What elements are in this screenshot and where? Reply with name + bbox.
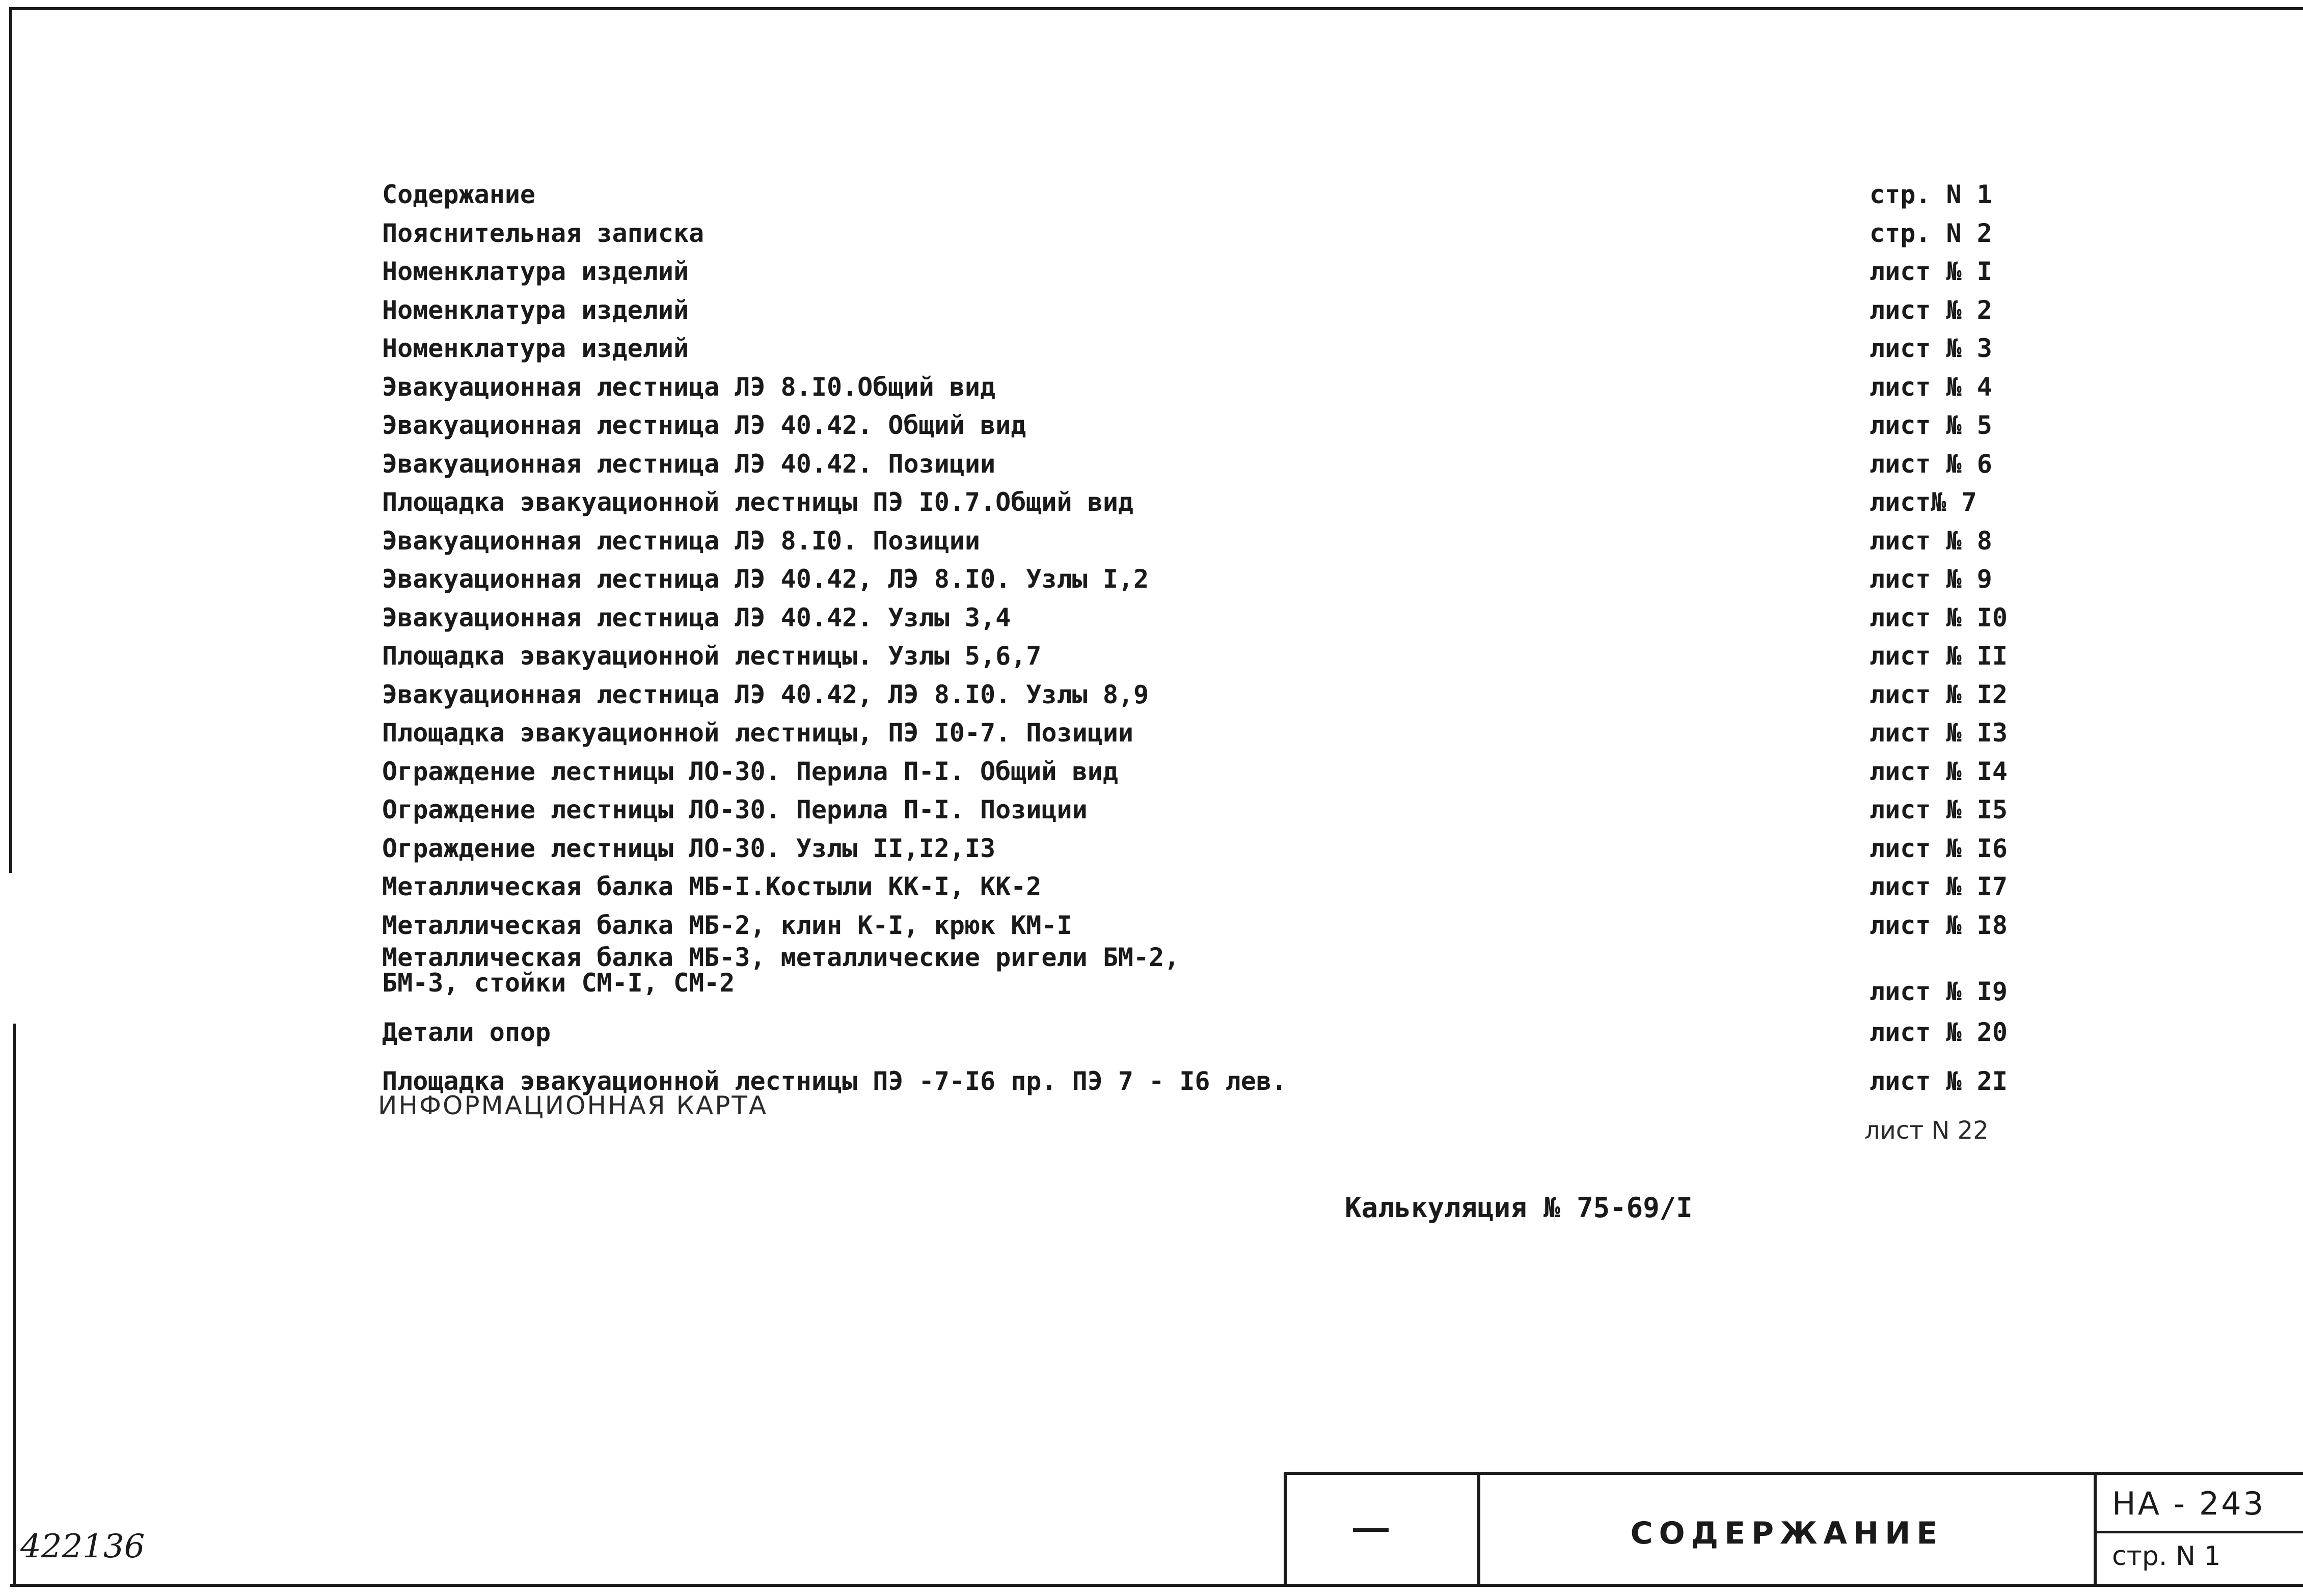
contents-row (382, 560, 2012, 598)
calculation-note: Калькуляция № 75-69/I (1345, 1192, 1693, 1224)
contents-row (382, 291, 2012, 329)
contents-row (382, 906, 2012, 945)
title-block (1284, 1472, 2303, 1587)
contents-item-ref: лист № I (1870, 257, 1992, 286)
contents-item-ref: лист № I4 (1870, 756, 2008, 786)
contents-item-title: Номенклатура изделий (382, 334, 689, 363)
contents-item-title: Пояснительная записка (382, 218, 705, 248)
contents-item-ref: лист № I8 (1870, 910, 2008, 940)
contents-item-ref: лист № 3 (1870, 334, 1992, 363)
contents-item-ref: стр. N 2 (1870, 218, 1992, 248)
contents-item-title: Эвакуационная лестница ЛЭ 40.42. Узлы 3,4 (382, 602, 1011, 632)
contents-item-ref: лист № I6 (1870, 833, 2008, 863)
contents-row (382, 253, 2012, 291)
title-block-cell-title (1480, 1475, 2097, 1587)
contents-item-title: Металлическая балка МБ-2, клин К-I, крюк КМ-I (382, 910, 1072, 940)
contents-row (382, 1013, 2012, 1052)
contents-row (382, 753, 2012, 791)
contents-item-title: Номенклатура изделий (382, 295, 689, 325)
contents-item-title: Эвакуационная лестница ЛЭ 8.I0. Позиции (382, 526, 980, 556)
contents-item-title: Площадка эвакуационной лестницы, ПЭ I0-7. Позиции (382, 718, 1134, 748)
contents-item-title: Металлическая балка МБ-3, металлические ригели БМ-2, БМ-3, стойки СМ-I, СМ-2 (382, 943, 1180, 998)
contents-item-ref: лист № 6 (1870, 449, 1992, 479)
contents-item-ref: лист № I5 (1870, 795, 2008, 824)
contents-row (382, 945, 2012, 1006)
contents-item-title: Эвакуационная лестница ЛЭ 40.42, ЛЭ 8.I0. Узлы 8,9 (382, 679, 1149, 709)
contents-item-title: Эвакуационная лестница ЛЭ 40.42. Позиции (382, 449, 996, 479)
contents-item-title: Металлическая балка МБ-I.Костыли КК-I, КК-2 (382, 872, 1042, 901)
document-code: НА - 243 (2112, 1485, 2266, 1522)
title-block-cell-left (1287, 1475, 1480, 1587)
contents-item-title: Площадка эвакуационной лестницы. Узлы 5,6,7 (382, 641, 1042, 671)
frame-border-left (9, 7, 12, 873)
contents-item-title: Эвакуационная лестница ЛЭ 8.I0.Общий вид (382, 372, 996, 402)
contents-item-ref: стр. N 1 (1870, 180, 1992, 209)
contents-item-ref: лист № I3 (1870, 718, 2008, 748)
handwritten-entry-title: ИНФОРМАЦИОННАЯ КАРТА (378, 1091, 768, 1120)
contents-row (382, 830, 2012, 868)
title-block-cell-code (2097, 1475, 2303, 1587)
frame-border-left-lower (13, 1024, 16, 1584)
contents-item-title: Ограждение лестницы ЛО-30. Перила П-I. Общий вид (382, 756, 1118, 786)
contents-item-ref: лист № II (1870, 641, 2008, 671)
contents-item-ref: лист № I7 (1870, 872, 2008, 901)
contents-row (382, 676, 2012, 714)
title-block-divider (2097, 1531, 2303, 1533)
contents-item-ref: лист № 20 (1870, 1017, 2008, 1047)
contents-item-ref: лист № 2 (1870, 295, 1992, 325)
frame-border-top (10, 7, 2303, 10)
contents-item-title: Эвакуационная лестница ЛЭ 40.42. Общий вид (382, 410, 1026, 440)
contents-item-ref: лист № 9 (1870, 564, 1992, 594)
contents-row (382, 445, 2012, 483)
page-number: стр. N 1 (2112, 1541, 2221, 1572)
handwritten-entry-ref: лист N 22 (1864, 1116, 1989, 1145)
contents-item-title: Детали опор (382, 1017, 551, 1047)
contents-item-ref: лист № 8 (1870, 526, 1992, 556)
contents-item-title: Ограждение лестницы ЛО-30. Узлы II,I2,I3 (382, 833, 996, 863)
contents-row (382, 176, 2012, 214)
contents-item-title: Ограждение лестницы ЛО-30. Перила П-I. Позиции (382, 795, 1088, 824)
contents-row (382, 406, 2012, 445)
contents-item-title: Содержание (382, 180, 536, 209)
contents-item-ref: лист № I9 (1870, 977, 2008, 1006)
contents-row (382, 868, 2012, 906)
contents-row (382, 483, 2012, 521)
contents-row (382, 368, 2012, 406)
document-title: СОДЕРЖАНИЕ (1630, 1516, 1944, 1551)
contents-row (382, 791, 2012, 829)
contents-row (382, 637, 2012, 675)
contents-row (382, 522, 2012, 560)
contents-item-ref: лист № I0 (1870, 602, 2008, 632)
contents-item-ref: лист № 5 (1870, 410, 1992, 440)
contents-item-ref: лист № I2 (1870, 679, 2008, 709)
contents-row (382, 214, 2012, 253)
inventory-number: 422136 (20, 1528, 145, 1565)
contents-row (382, 714, 2012, 752)
contents-item-ref: лист № 4 (1870, 372, 1992, 402)
contents-item-title: Эвакуационная лестница ЛЭ 40.42, ЛЭ 8.I0. Узлы I,2 (382, 564, 1149, 594)
contents-item-title: Площадка эвакуационной лестницы ПЭ I0.7.Общий вид (382, 487, 1134, 517)
contents-row (382, 599, 2012, 637)
contents-item-title: Площадка эвакуационной лестницы ПЭ -7-I6 пр. ПЭ 7 - I6 лев. (382, 1066, 1287, 1096)
contents-item-ref: лист№ 7 (1870, 487, 1977, 517)
contents-item-ref: лист № 2I (1870, 1066, 2008, 1096)
contents-row (382, 329, 2012, 368)
contents-item-title: Номенклатура изделий (382, 257, 689, 286)
title-block-dash (1353, 1528, 1389, 1532)
